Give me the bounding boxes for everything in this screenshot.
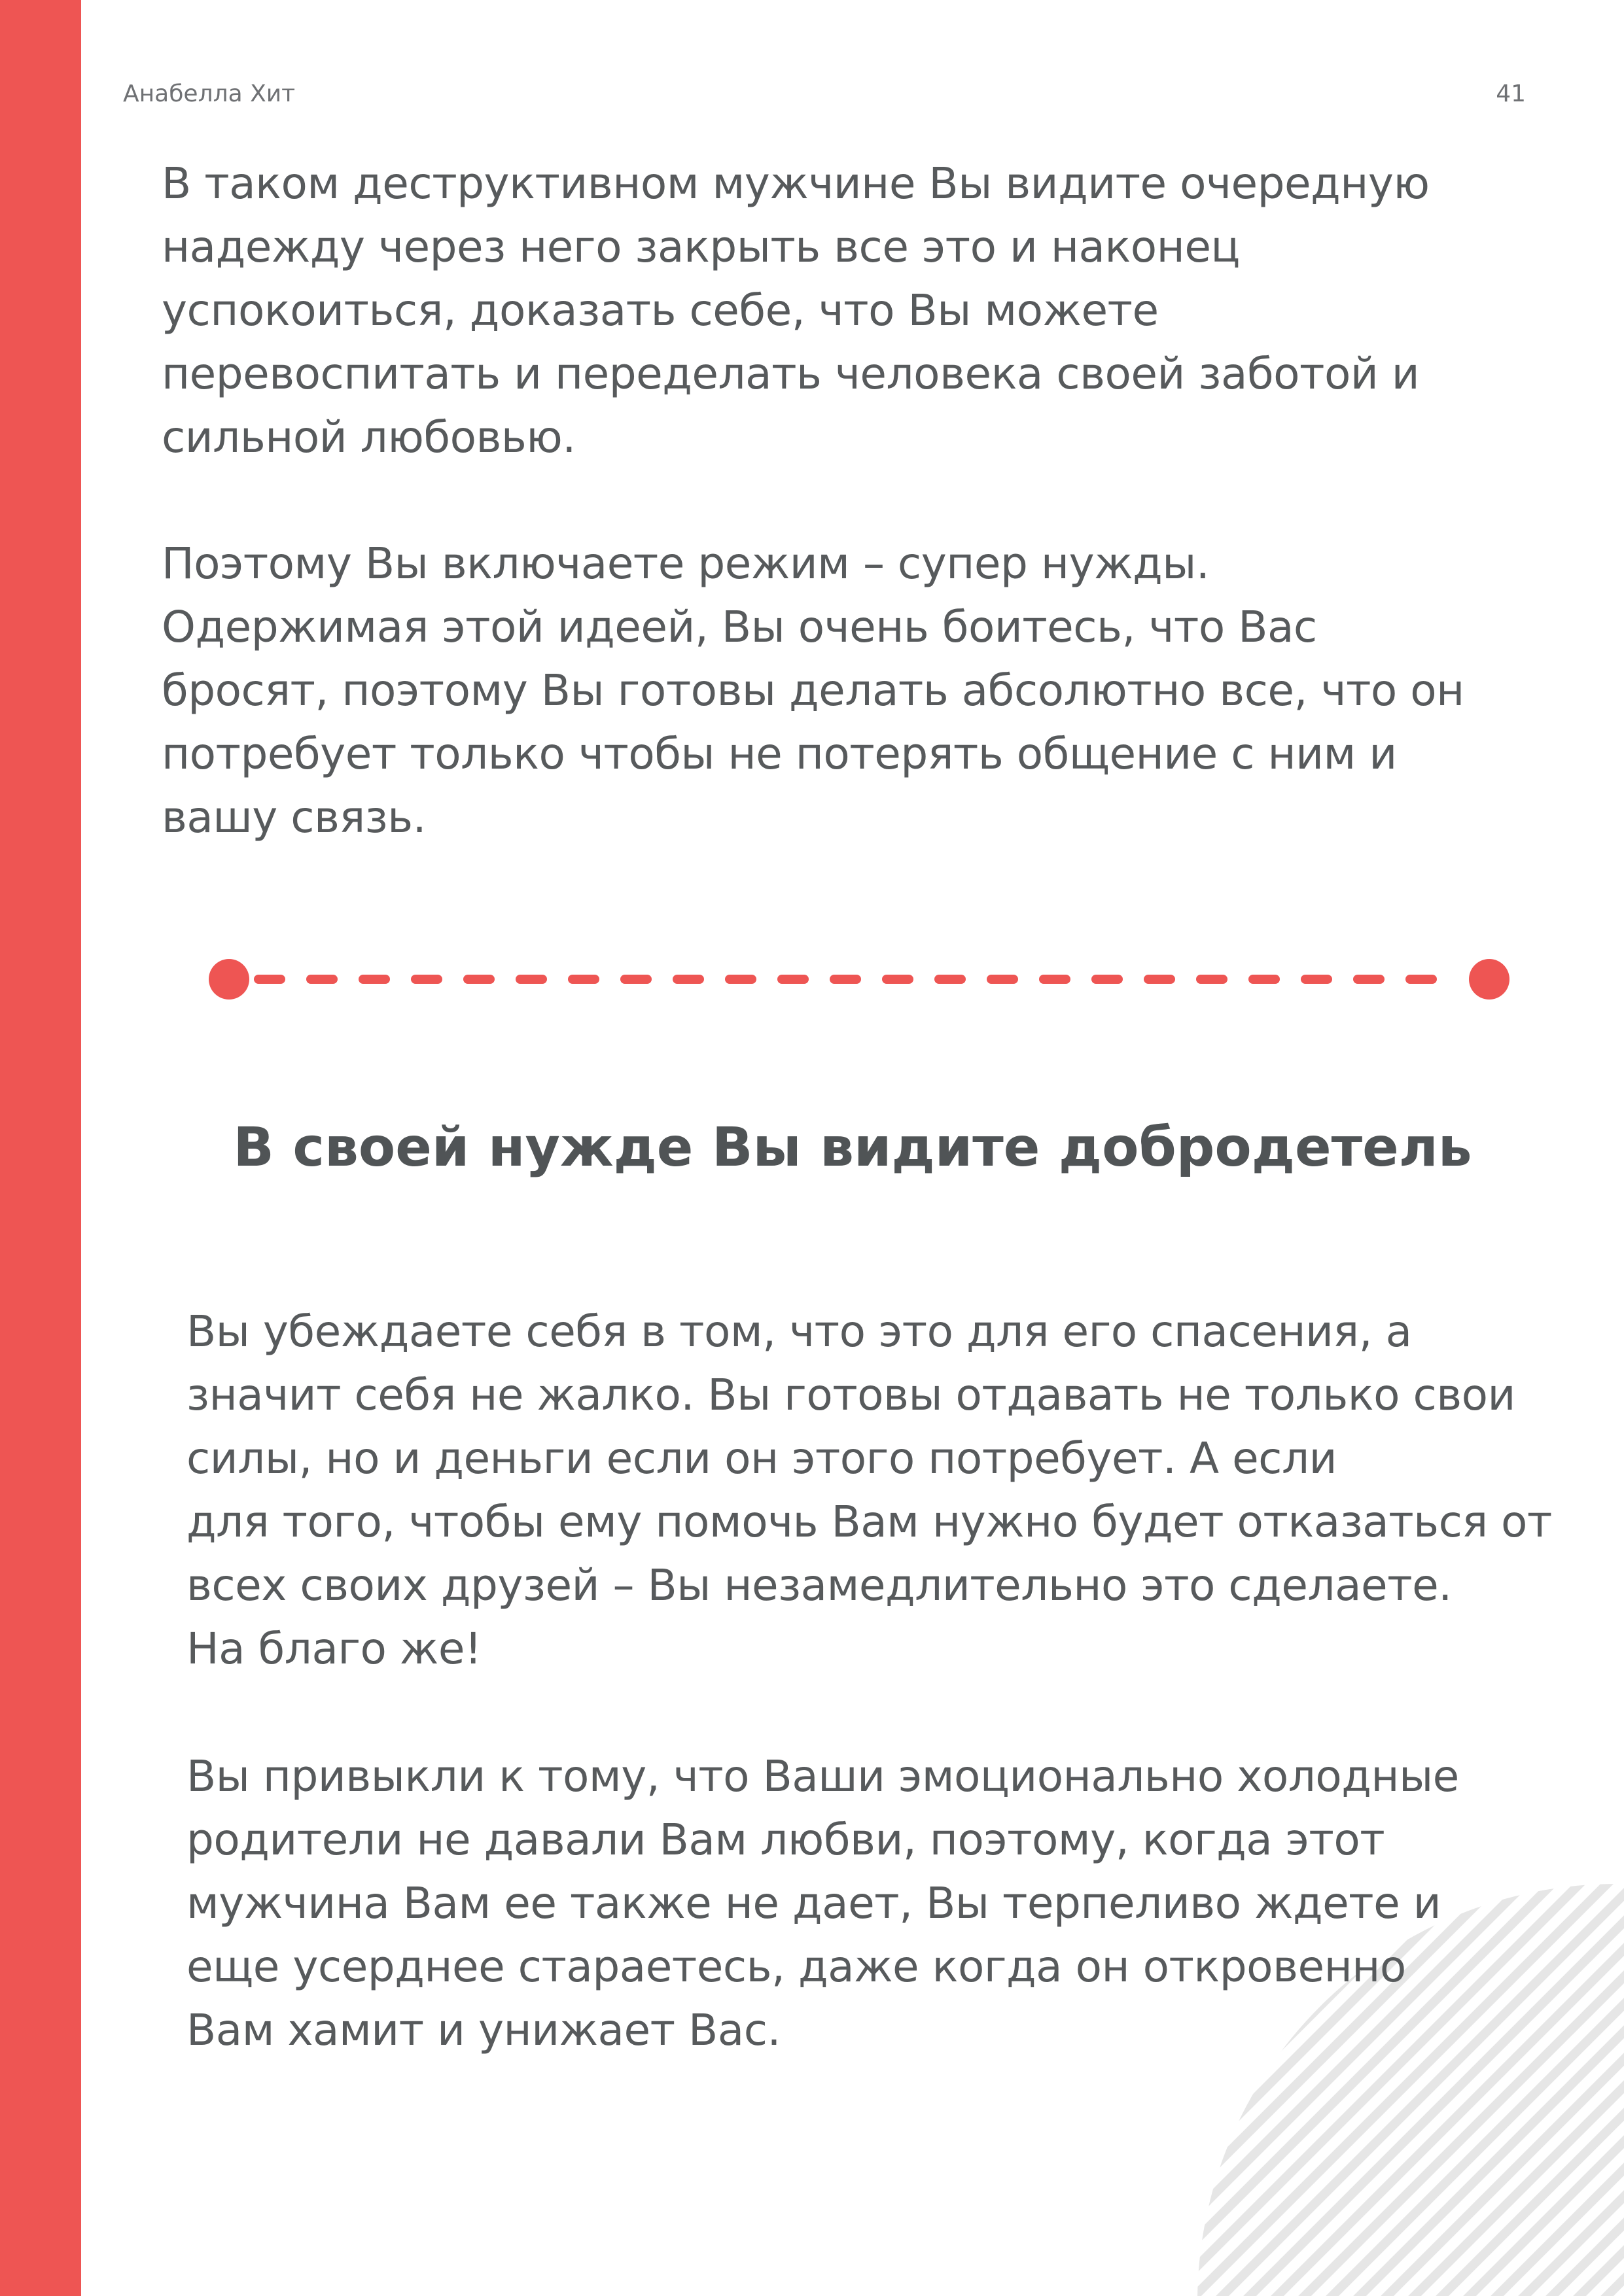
divider-dash [463, 975, 495, 984]
paragraph-line: перевоспитать и переделать человека своей заботой и [162, 349, 1420, 399]
divider-dash [1144, 975, 1175, 984]
section-paragraph-2 [186, 1745, 1561, 2062]
divider-dash [568, 975, 599, 984]
divider-dash [254, 975, 285, 984]
paragraph-line: вашу связь. [162, 792, 427, 843]
paragraph-line: значит себя не жалко. Вы готовы отдавать не только свои [186, 1370, 1515, 1420]
paragraph-line: Одержимая этой идеей, Вы очень боитесь, что Вас [162, 602, 1317, 652]
divider-dash [1405, 975, 1437, 984]
paragraph-line: родители не давали Вам любви, поэтому, когда этот [186, 1815, 1385, 1865]
paragraph-line: мужчина Вам ее также не дает, Вы терпеливо ждете и [186, 1878, 1441, 1928]
divider-dash [934, 975, 966, 984]
divider-dash [1248, 975, 1280, 984]
paragraph-line: еще усерднее стараетесь, даже когда он откровенно [186, 1941, 1406, 1992]
divider-dashes [254, 975, 1437, 984]
divider-dash [359, 975, 390, 984]
paragraph-2 [162, 532, 1536, 849]
divider-dash [1301, 975, 1332, 984]
divider-dash [1196, 975, 1227, 984]
divider-dash [411, 975, 442, 984]
divider-dash [620, 975, 652, 984]
paragraph-line: В таком деструктивном мужчине Вы видите очередную [162, 158, 1430, 209]
divider-dash [306, 975, 338, 984]
section-paragraph-1 [186, 1300, 1561, 1680]
running-header-author: Анабелла Хит [123, 80, 296, 107]
divider-dash [673, 975, 704, 984]
paragraph-line: Вы привыкли к тому, что Ваши эмоционально холодные [186, 1751, 1459, 1801]
paragraph-line: сильной любовью. [162, 412, 576, 462]
side-accent-stripe [0, 0, 81, 2296]
divider-dash [516, 975, 547, 984]
divider-dash [830, 975, 861, 984]
paragraph-line: надежду через него закрыть все это и наконец [162, 222, 1240, 272]
divider-dash [882, 975, 913, 984]
paragraph-line: для того, чтобы ему помочь Вам нужно будет отказаться от [186, 1497, 1552, 1547]
divider-dash [725, 975, 756, 984]
paragraph-line: потребует только чтобы не потерять общение с ним и [162, 729, 1397, 779]
paragraph-line: Поэтому Вы включаете режим – супер нужды. [162, 538, 1210, 589]
section-heading: В своей нужде Вы видите добродетель [233, 1117, 1472, 1179]
divider-dash [1353, 975, 1385, 984]
divider-right-dot [1469, 959, 1509, 1000]
paragraph-line: Вам хамит и унижает Вас. [186, 2005, 781, 2055]
paragraph-line: всех своих друзей – Вы незамедлительно это сделаете. [186, 1560, 1452, 1610]
paragraph-line: силы, но и деньги если он этого потребует. А если [186, 1433, 1337, 1484]
divider-dash [1039, 975, 1070, 984]
page-number: 41 [1496, 80, 1526, 107]
dashed-divider [208, 956, 1510, 1002]
divider-dash [1091, 975, 1123, 984]
paragraph-line: Вы убеждаете себя в том, что это для его спасения, а [186, 1306, 1412, 1357]
divider-left-dot [209, 959, 249, 1000]
paragraph-line: успокоиться, доказать себе, что Вы можете [162, 285, 1159, 336]
paragraph-line: На благо же! [186, 1624, 482, 1674]
paragraph-line: бросят, поэтому Вы готовы делать абсолютно все, что он [162, 665, 1464, 716]
paragraph-1 [162, 152, 1536, 469]
divider-dash [777, 975, 809, 984]
divider-dash [987, 975, 1018, 984]
